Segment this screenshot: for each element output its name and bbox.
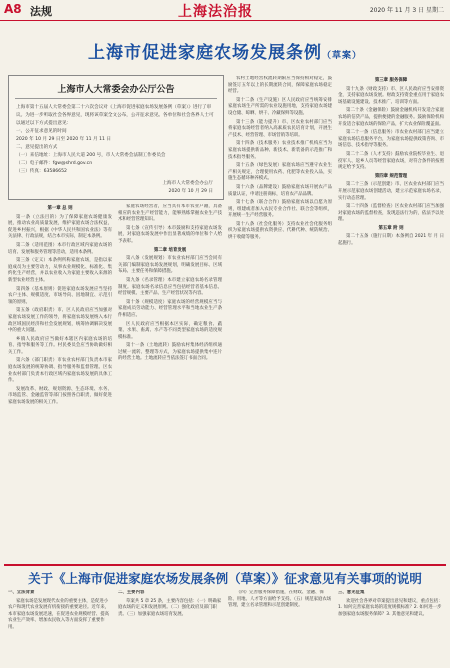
article-paragraph: 第二条（适用范围）本市行政区域内家庭农场的培育、发展和服务管理等活动，适用本条例。 <box>8 242 112 255</box>
article-column <box>338 76 444 560</box>
article-paragraph: 第十九条（财政支持）市、区人民政府应当安排资金，支持家庭农场发展。财政支持资金重点用于家庭农场基础设施建设、技术推广、培训等方面。 <box>338 86 444 105</box>
article-paragraph: 第六条（部门职责）市农业农村部门负责本市家庭农场发展的统筹协调、指导服务和监督管理。区农业农村部门负责本行政区域内家庭农场发展的具体工作。 <box>8 358 112 384</box>
page-headline <box>0 38 450 63</box>
article-paragraph: 欢迎社会各界对草案提出意见和建议，重点包括：1. 如何完善家庭农场的适度规模标准？2. 如何进一步加强家庭农场服务保障？3. 其他意见和建议。 <box>338 598 443 617</box>
page-number: A8 <box>4 2 22 16</box>
newspaper-logo: 上海法治报 <box>178 4 253 20</box>
official-notice-box <box>8 75 224 200</box>
headline-title: 上海市促进家庭农场发展条例 <box>87 43 322 63</box>
chapter-heading: 第四章 规范管理 <box>374 173 408 179</box>
chapter-heading: 二、主要内容 <box>118 590 145 595</box>
notice-paragraph: 二、意见提出的方式 <box>16 145 58 150</box>
article-paragraph: 第七条（宣传引导）本市鼓励和支持家庭农场发展，对家庭农场发展中作出显著成绩的单位和个人给予表彰。 <box>118 225 222 244</box>
article-paragraph: 第十五条（绿色发展）家庭农场应当遵守农业生产相关规定，合理使用农药、化肥等农业投入品，实施生态循环种养模式。 <box>228 163 332 182</box>
notice-body <box>9 102 223 178</box>
explanation-headline: 关于《上海市促进家庭农场发展条例（草案）》征求意见有关事项的说明 <box>28 571 422 586</box>
chapter-heading: 一、立法背景 <box>8 590 35 595</box>
article-paragraph: 第二十五条（施行日期）本条例自 2021 年 月 日起施行。 <box>338 234 444 247</box>
article-paragraph: 区人民政府应当根据本区实际，确定粮食、蔬菜、水果、畜禽、水产等不同类型家庭农场的适度规模标准。 <box>118 321 222 340</box>
chapter-heading: 第三章 服务保障 <box>374 78 408 83</box>
chapter-heading: 第二章 培育发展 <box>153 247 187 253</box>
article-paragraph: 第九条（名录管理）本市建立家庭农场名录管理制度。家庭农场名录信息应当包括经营者基本信息、经营规模、主要产品、生产经营状况等内容。 <box>118 277 222 297</box>
article-column <box>8 204 112 560</box>
article-paragraph: 第十四条（技术服务）农业技术推广机构应当为家庭农场提供新品种、新技术、新装备的示范推广和技术指导服务。 <box>228 141 332 160</box>
explanation-column <box>338 590 444 664</box>
chapter-heading: 第五章 附 则 <box>378 225 404 231</box>
article-paragraph: （四）完善服务保障措施，在财政、金融、保险、用地、人才等方面给予支持。（五）规范家庭农场管理，建立名录管理和示范创建制度。 <box>228 590 332 609</box>
article-paragraph: 第十二条（生产设施）区人民政府应当统筹安排家庭农场生产所需的农业设施用地，支持家庭农场建设仓储、晾晒、烘干、冷藏保鲜等设施。 <box>228 97 332 116</box>
notice-paragraph: 上海市第十五届人大常委会第二十六次会议对《上海市促进家庭农场发展条例（草案）》进行了审议。为进一步听取社会各界意见，现将该草案全文公布，公开征求意见。各单位和社会各界人士可以通过以下方式提出意见： <box>16 105 214 126</box>
article-paragraph: 第十三条（能力提升）市、区农业农村部门应当将家庭农场经营者纳入高素质农民培育计划，开展生产技术、经营管理、市场营销等培训。 <box>228 119 332 138</box>
article-paragraph: 第十一条（土地流转）鼓励农村集体经济组织通过统一流转、整理等方式，为家庭农场提供集中连片的经营土地。土地流转应当依法签订书面合同。 <box>118 343 222 362</box>
notice-divider <box>15 98 217 99</box>
issue-date: 2020 年 11 月 3 日 星期二 <box>369 7 444 14</box>
article-paragraph: 第八条（发展规划）市农业农村部门应当会同有关部门编制家庭农场发展规划，明确发展目标、区域布局、主要任务和保障措施。 <box>118 256 222 275</box>
article-paragraph: 第十七条（联合合作）鼓励家庭农场以自愿为原则，组建或者加入农民专业合作社、联合会等组织，开展统一生产经营服务。 <box>228 200 332 219</box>
notice-signature: 上海市人大常委会办公厅 <box>162 181 213 186</box>
chapter-heading: 三、意见征集 <box>338 590 365 595</box>
notice-paragraph: 2020 年 10 月 29 日至 2020 年 11 月 11 日 <box>16 137 111 142</box>
article-paragraph: 家庭农场经营者，应当具有本市农业户籍，具备相应的农业生产经营能力，能够熟练掌握农业生产技术和经营管理知识。 <box>118 204 222 223</box>
notice-title: 上海市人大常委会办公厅公告 <box>57 85 175 95</box>
article-paragraph: 第十条（规模适度）家庭农场的经营规模应当与家庭成员劳动能力、经营管理水平和当地农业生产条件相适应。 <box>118 299 222 318</box>
article-paragraph: 第十八条（社会化服务）支持农业社会化服务组织为家庭农场提供农资供应、代耕代种、统防统治、烘干收储等服务。 <box>228 221 332 241</box>
explanation-column <box>8 590 112 664</box>
notice-sign-date: 2020 年 10 月 29 日 <box>168 189 213 194</box>
article-paragraph: 第五条（政府职责）市、区人民政府应当加强对家庭农场发展工作的领导，将家庭农场发展纳入本行政区域国民经济和社会发展规划，统筹协调解决发展中的重大问题。 <box>8 308 112 334</box>
article-paragraph: 第三条（定义）本条例所称家庭农场，是指以家庭成员为主要劳动力，从事农业规模化、标准化、集约化生产经营，并以农业收入为家庭主要收入来源的新型农业经营主体。 <box>8 258 112 283</box>
article-paragraph: 乡镇人民政府应当做好本辖区内家庭农场的培育、指导和服务等工作。村民委员会应当协助做好相关工作。 <box>8 336 112 355</box>
article-paragraph: 第一条（立法目的）为了保障家庭农场健康发展，推动农业高质量发展，维护家庭农场合法权益，促进乡村振兴，根据《中华人民共和国农业法》等有关法律、行政法规，结合本市实际，制定本条例。 <box>8 214 112 240</box>
article-paragraph: 农村土地经营权流转期限应当保持相对稳定，鼓励签订五年以上的长期流转合同，保障家庭农场稳定经营。 <box>228 76 332 95</box>
section-name: 法规 <box>30 5 52 18</box>
notice-paragraph: （一）来信地址：上海市人民大道 200 号，市人大常委会法制工作委员会 <box>16 153 166 158</box>
notice-paragraph: （二）电子邮件：fgw@shrd.gov.cn <box>16 161 93 166</box>
article-paragraph: 第四条（基本原则）促进家庭农场发展应当坚持农户主体、规模适度、市场导向、因地制宜、示范引领的原则。 <box>8 286 112 305</box>
article-paragraph: 发展改革、财政、规划资源、生态环境、水务、市场监管、金融监管等部门按照各自职责，做好促进家庭农场发展的相关工作。 <box>8 386 112 406</box>
article-paragraph: 草案共 5 章 25 条，主要内容包括：（一）明确家庭农场的定义和发展原则。（二）强化政府及部门职责。（三）加强家庭农场培育发展。 <box>118 598 222 617</box>
headline-tag: （草案） <box>321 51 362 61</box>
notice-paragraph: （三）传真：63586652 <box>16 169 67 174</box>
article-column <box>118 204 222 560</box>
article-paragraph: 家庭农场是发展现代农业的重要主体，是促进小农户和现代农业发展有机衔接的重要途径。近年来，本市家庭农场发展迅速，在促进农业规模经营、提高农业生产效率、增加农民收入等方面发挥了重要作用。 <box>8 598 109 630</box>
chapter-heading: 第一章 总 则 <box>47 206 73 211</box>
article-paragraph: 第二十三条（示范创建）市、区农业农村部门应当开展示范家庭农场创建活动，建立示范家庭农场名录，实行动态管理。 <box>338 182 444 201</box>
article-paragraph: 第二十二条（人才支持）鼓励农业院校毕业生、退役军人、返乡人员等经营家庭农场，对符合条件的按照规定给予支持。 <box>338 151 444 171</box>
notice-paragraph: 一、公开征求意见的时间 <box>16 129 67 134</box>
article-paragraph: 第二十四条（监督检查）区农业农村部门应当加强对家庭农场的监督检查，发现违法行为的，依法予以处理。 <box>338 204 444 223</box>
section-divider <box>4 564 446 566</box>
explanation-column <box>118 590 222 664</box>
masthead <box>0 0 450 21</box>
article-paragraph: 第十六条（品牌建设）鼓励家庭农场开展农产品质量认证，申请注册商标，培育农产品品牌。 <box>228 184 332 197</box>
explanation-column <box>228 590 332 664</box>
article-paragraph: 第二十一条（信息服务）市农业农村部门应当建立家庭农场信息服务平台，为家庭农场提供政策咨询、市场信息、技术指导等服务。 <box>338 130 444 149</box>
article-column <box>228 76 332 560</box>
article-paragraph: 第二十条（金融保险）鼓励金融机构开发适合家庭农场的信贷产品，提供便捷的金融服务。鼓励保险机构开发适合家庭农场的保险产品，扩大农业保险覆盖面。 <box>338 108 444 127</box>
